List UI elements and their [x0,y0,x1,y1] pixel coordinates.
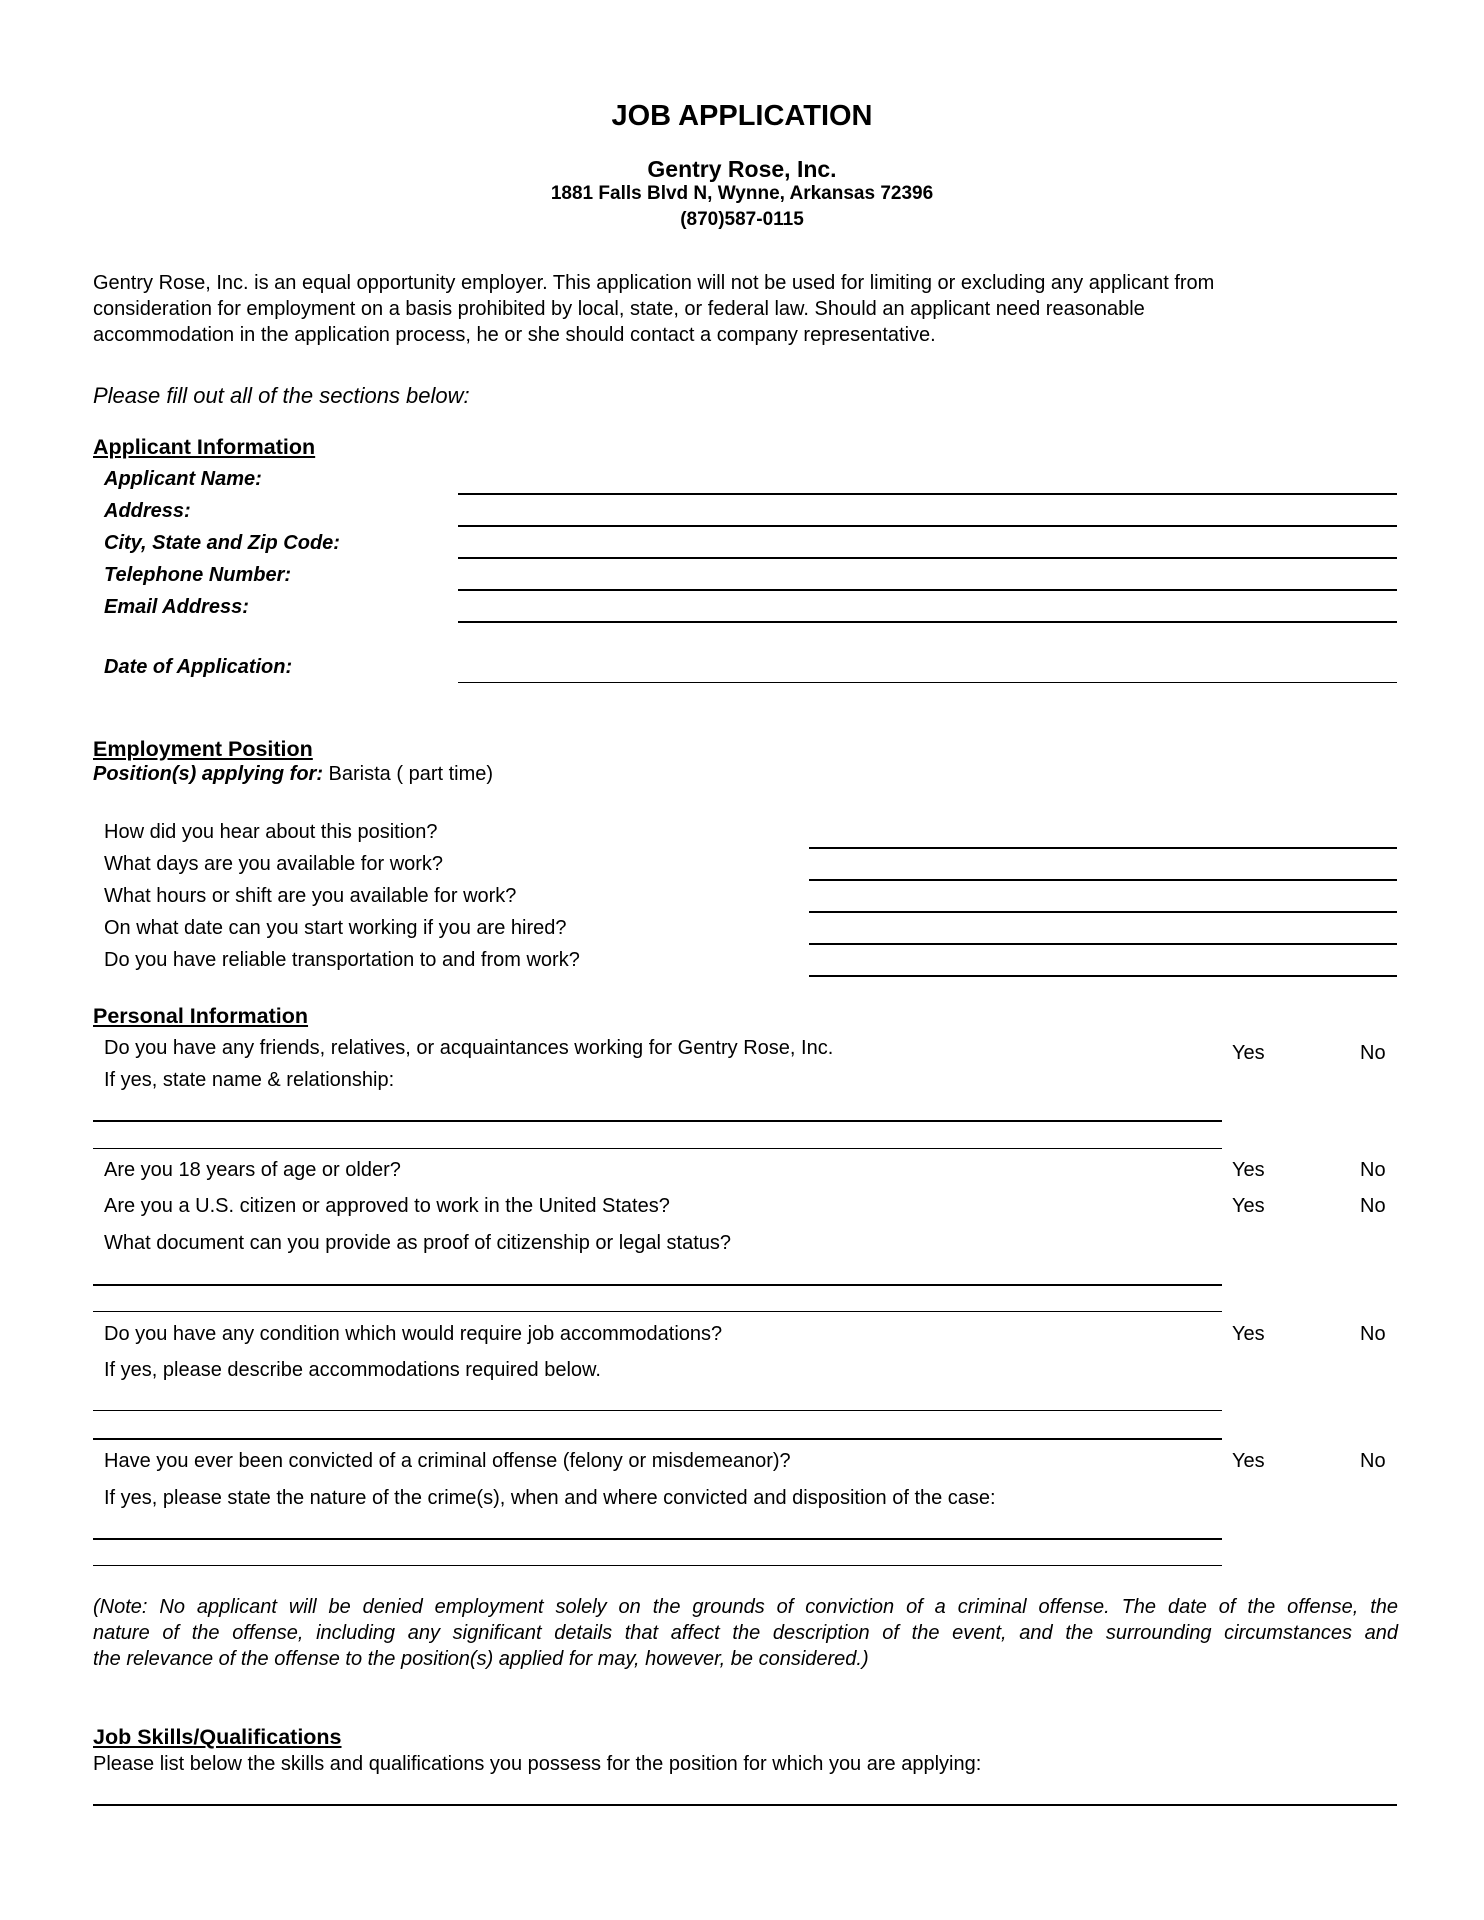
transportation-field[interactable] [809,975,1397,977]
question-criminal-followup: If yes, please state the nature of the crime(s), when and where convicted and disposition of the case: [104,1487,996,1509]
criminal-answer-line-2[interactable] [93,1565,1222,1566]
question-friends: Do you have any friends, relatives, or acquaintances working for Gentry Rose, Inc. [104,1037,834,1059]
citizen-no-option[interactable]: No [1360,1195,1386,1217]
start-date-field[interactable] [809,943,1397,945]
city-state-zip-field[interactable] [458,557,1397,559]
skills-answer-line[interactable] [93,1804,1397,1806]
criminal-yes-option[interactable]: Yes [1232,1450,1265,1472]
city-state-zip-label: City, State and Zip Code: [104,532,340,554]
page-title: JOB APPLICATION [611,100,873,132]
document-answer-line-2[interactable] [93,1311,1222,1312]
intro-line: Gentry Rose, Inc. is an equal opportunity employer. This application will not be used for limiting or excluding any applicant from [93,272,1215,294]
note-line: (Note: No applicant will be denied employment solely on the grounds of conviction of a criminal offense. The date of the offense, the [93,1596,1398,1618]
intro-line: accommodation in the application process, he or she should contact a company representative. [93,324,936,346]
question-transportation: Do you have reliable transportation to and from work? [104,949,580,971]
accommodation-answer-line-2[interactable] [93,1438,1222,1440]
instruction-text: Please fill out all of the sections below: [93,383,470,408]
company-name: Gentry Rose, Inc. [647,156,837,182]
applicant-section-heading: Applicant Information [93,435,316,459]
applicant-name-field[interactable] [458,493,1397,495]
employment-section-heading: Employment Position [93,737,313,761]
question-friends-followup: If yes, state name & relationship: [104,1069,395,1091]
friends-answer-line-2[interactable] [93,1148,1222,1149]
question-start-date: On what date can you start working if you are hired? [104,917,567,939]
applicant-name-label: Applicant Name: [104,468,262,490]
conviction-note [93,1594,1398,1672]
company-address: 1881 Falls Blvd N, Wynne, Arkansas 72396 [550,183,934,204]
age-no-option[interactable]: No [1360,1159,1386,1181]
citizen-yes-option[interactable]: Yes [1232,1195,1265,1217]
hear-about-field[interactable] [809,847,1397,849]
friends-no-option[interactable]: No [1360,1042,1386,1064]
document-answer-line-1[interactable] [93,1284,1222,1286]
note-line: nature of the offense, including any significant details that affect the description of the event, and the surrounding circumstances and [93,1622,1398,1644]
friends-answer-line-1[interactable] [93,1120,1222,1122]
note-line: the relevance of the offense to the position(s) applied for may, however, be considered.) [93,1648,869,1670]
question-accommodation-followup: If yes, please describe accommodations required below. [104,1359,601,1381]
address-label: Address: [104,500,191,522]
criminal-no-option[interactable]: No [1360,1450,1386,1472]
question-days-available: What days are you available for work? [104,853,444,875]
question-age: Are you 18 years of age or older? [104,1159,401,1181]
skills-section-heading: Job Skills/Qualifications [93,1725,342,1749]
intro-paragraph [93,270,1403,348]
email-label: Email Address: [104,596,249,618]
intro-line: consideration for employment on a basis prohibited by local, state, or federal law. Should an applicant need reasonable [93,298,1145,320]
telephone-field[interactable] [458,589,1397,591]
question-hours-available: What hours or shift are you available for work? [104,885,517,907]
accommodation-yes-option[interactable]: Yes [1232,1323,1265,1345]
address-field[interactable] [458,525,1397,527]
question-hear-about: How did you hear about this position? [104,821,438,843]
question-criminal: Have you ever been convicted of a criminal offense (felony or misdemeanor)? [104,1450,791,1472]
date-of-application-field[interactable] [458,682,1397,683]
telephone-label: Telephone Number: [104,564,292,586]
question-accommodation: Do you have any condition which would require job accommodations? [104,1323,723,1345]
accommodation-answer-line-1[interactable] [93,1410,1222,1411]
company-phone: (870)587-0115 [680,209,804,230]
position-value: Barista ( part time) [323,763,494,785]
criminal-answer-line-1[interactable] [93,1538,1222,1540]
accommodation-no-option[interactable]: No [1360,1323,1386,1345]
email-field[interactable] [458,621,1397,623]
age-yes-option[interactable]: Yes [1232,1159,1265,1181]
position-applying-row [93,763,493,786]
days-available-field[interactable] [809,879,1397,881]
skills-prompt: Please list below the skills and qualifications you possess for the position for which you are applying: [93,1753,982,1775]
friends-yes-option[interactable]: Yes [1232,1042,1265,1064]
date-of-application-label: Date of Application: [104,656,293,678]
question-document: What document can you provide as proof of citizenship or legal status? [104,1232,732,1254]
personal-section-heading: Personal Information [93,1004,309,1028]
position-label: Position(s) applying for: [93,763,323,785]
hours-available-field[interactable] [809,911,1397,913]
question-citizen: Are you a U.S. citizen or approved to work in the United States? [104,1195,670,1217]
